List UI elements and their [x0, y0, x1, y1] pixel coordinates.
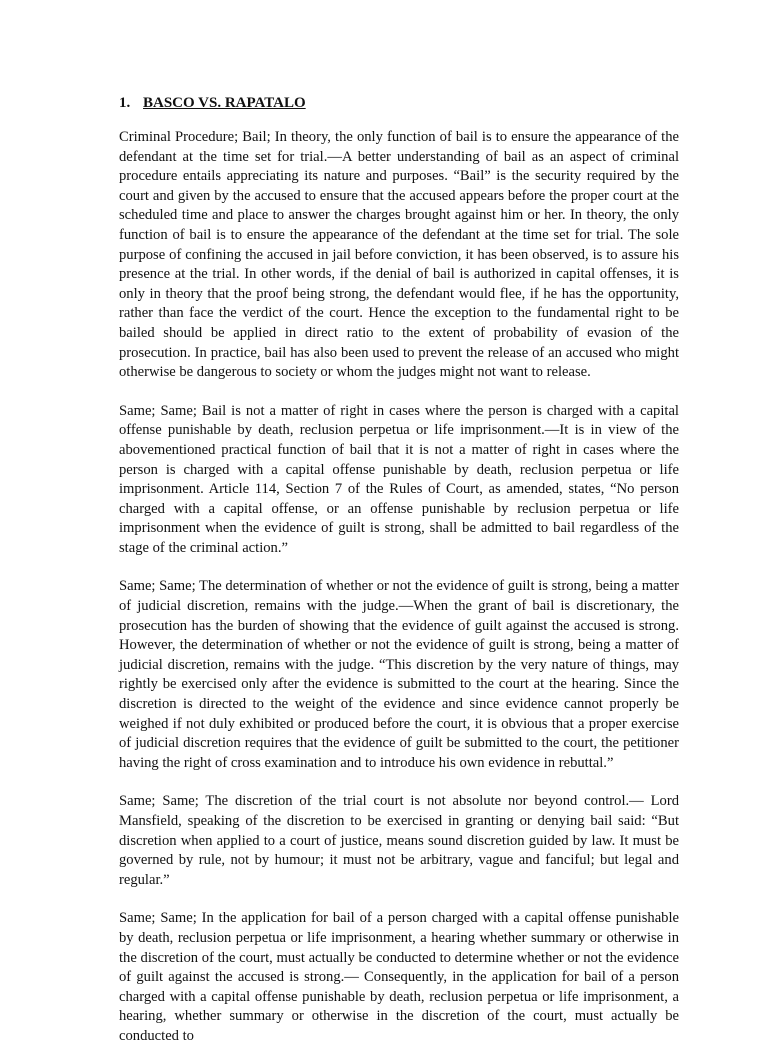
paragraph-hearing-required: Same; Same; In the application for bail of a person charged with a capital offense punishable by death, reclusion perpetua or life imprisonment, a hearing whether summary or otherwise in the discretion of the court, must actually be conducted to determine whether or not the evidence of guilt against the accused is strong.— Consequently, in the application for bail of a person charged with a capital offense punishable by death, reclusion perpetua or life imprisonment, a hearing, whether summary or otherwise in the discretion of the court, must actually be conducted to — [119, 910, 679, 1044]
case-heading — [119, 94, 679, 112]
paragraph-judicial-discretion: Same; Same; The determination of whether or not the evidence of guilt is strong, being a matter of judicial discretion, remains with the judge.—When the grant of bail is discretionary, the prosecution has the burden of showing that the evidence of guilt against the accused is strong. However, the determination of whether or not the evidence of guilt is strong, being a matter of judicial discretion, remains with the judge. “This discretion by the very nature of things, may rightly be exercised only after the evidence is submitted to the court at the hearing. Since the discretion is directed to the weight of the evidence and since evidence cannot properly be weighed if not duly exhibited or produced before the court, it is obvious that a proper exercise of judicial discretion requires that the evidence of guilt be submitted to the court, the petitioner having the right of cross examination and to introduce his own evidence in rebuttal.” — [119, 578, 679, 771]
paragraph-bail-not-right: Same; Same; Bail is not a matter of right in cases where the person is charged with a capital offense punishable by death, reclusion perpetua or life imprisonment.—It is in view of the abovementioned practical function of bail that it is not a matter of right in cases where the person is charged with a capital offense punishable by death, reclusion perpetua or life imprisonment. Article 114, Section 7 of the Rules of Court, as amended, states, “No person charged with a capital offense, or an offense punishable by reclusion perpetua or life imprisonment when the evidence of guilt is strong, shall be admitted to bail regardless of the stage of the criminal action.” — [119, 402, 679, 556]
paragraph-bail-function: Criminal Procedure; Bail; In theory, the only function of bail is to ensure the appearance of the defendant at the time set for trial.—A better understanding of bail as an aspect of criminal procedure entails appreciating its nature and purposes. “Bail” is the security required by the court and given by the accused to ensure that the accused appears before the proper court at the scheduled time and place to answer the charges brought against him or her. In theory, the only function of bail is to ensure the appearance of the defendant at the time set for trial. The sole purpose of confining the accused in jail before conviction, it has been observed, is to assure his presence at the trial. In other words, if the denial of bail is authorized in capital offenses, it is only in theory that the proof being strong, the defendant would flee, if he has the opportunity, rather than face the verdict of the court. Hence the exception to the fundamental right to be bailed should be applied in direct ratio to the extent of probability of evasion of the prosecution. In practice, bail has also been used to prevent the release of an accused who might otherwise be dangerous to society or whom the judges might not want to release. — [119, 129, 679, 381]
case-number: 1. — [119, 95, 131, 111]
case-title: BASCO VS. RAPATALO — [143, 95, 306, 111]
paragraph-discretion-not-absolute: Same; Same; The discretion of the trial court is not absolute nor beyond control.— Lord Mansfield, speaking of the discretion to be exercised in granting or denying bail said: “But discretion when applied to a court of justice, means sound discretion guided by law. It must be governed by rule, not by humour; it must not be arbitrary, vague and fanciful; but legal and regular.” — [119, 793, 679, 888]
